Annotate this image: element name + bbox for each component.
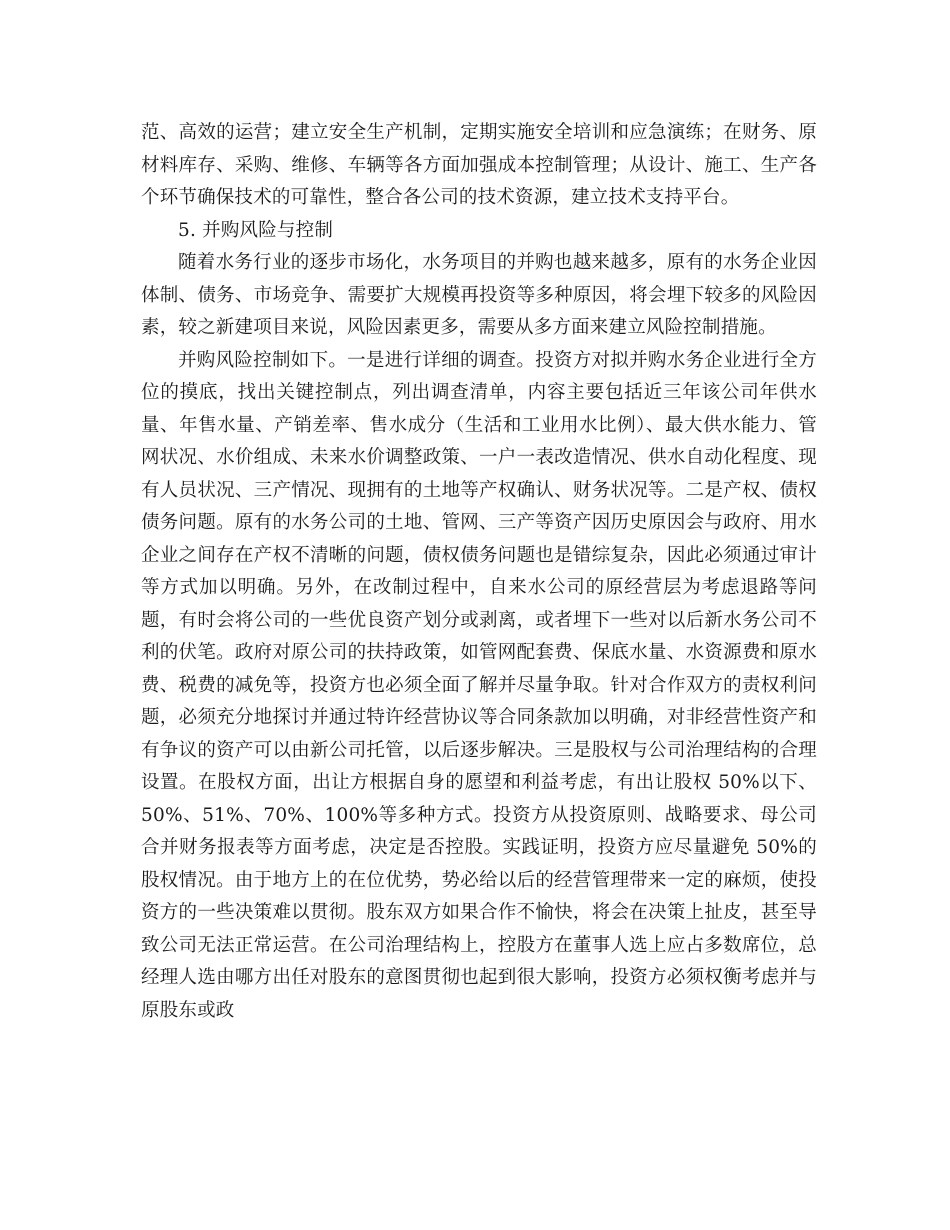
document-body bbox=[141, 117, 817, 1027]
paragraph-risk-control-measures: 并购风险控制如下。一是进行详细的调查。投资方对拟并购水务企业进行全方位的摸底，找出关键控制点，列出调查清单，内容主要包括近三年该公司年供水量、年售水量、产销差率、售水成分（生活和工业用水比例）、最大供水能力、管网状况、水价组成、未来水价调整政策、一户一表改造情况、供水自动化程度、现有人员状况、三产情况、现拥有的土地等产权确认、财务状况等。二是产权、债权债务问题。原有的水务公司的土地、管网、三产等资产因历史原因会与政府、用水企业之间存在产权不清晰的问题，债权债务问题也是错综复杂，因此必须通过审计等方式加以明确。另外，在改制过程中，自来水公司的原经营层为考虑退路等问题，有时会将公司的一些优良资产划分或剥离，或者埋下一些对以后新水务公司不利的伏笔。政府对原公司的扶持政策，如管网配套费、保底水量、水资源费和原水费、税费的减免等，投资方也必须全面了解并尽量争取。针对合作双方的责权利问题，必须充分地探讨并通过特许经营协议等合同条款加以明确，对非经营性资产和有争议的资产可以由新公司托管，以后逐步解决。三是股权与公司治理结构的合理设置。在股权方面，出让方根据自身的愿望和利益考虑，有出让股权 50%以下、50%、51%、70%、100%等多种方式。投资方从投资原则、战略要求、母公司合并财务报表等方面考虑，决定是否控股。实践证明，投资方应尽量避免 50%的股权情况。由于地方上的在位优势，势必给以后的经营管理带来一定的麻烦，使投资方的一些决策难以贯彻。股东双方如果合作不愉快，将会在决策上扯皮，甚至导致公司无法正常运营。在公司治理结构上，控股方在董事人选上应占多数席位，总经理人选由哪方出任对股东的意图贯彻也起到很大影响，投资方必须权衡考虑并与原股东或政 bbox=[141, 349, 817, 1021]
paragraph-continuation: 范、高效的运营；建立安全生产机制，定期实施安全培训和应急演练；在财务、原材料库存、采购、维修、车辆等各方面加强成本控制管理；从设计、施工、生产各个环节确保技术的可靠性，整合各公司的技术资源，建立技术支持平台。 bbox=[141, 122, 817, 208]
paragraph-market-background: 随着水务行业的逐步市场化，水务项目的并购也越来越多，原有的水务企业因体制、债务、市场竞争、需要扩大规模再投资等多种原因，将会埋下较多的风险因素，较之新建项目来说，风险因素更多，需要从多方面来建立风险控制措施。 bbox=[141, 252, 817, 338]
section-heading-merger-risk: 5. 并购风险与控制 bbox=[178, 219, 334, 241]
